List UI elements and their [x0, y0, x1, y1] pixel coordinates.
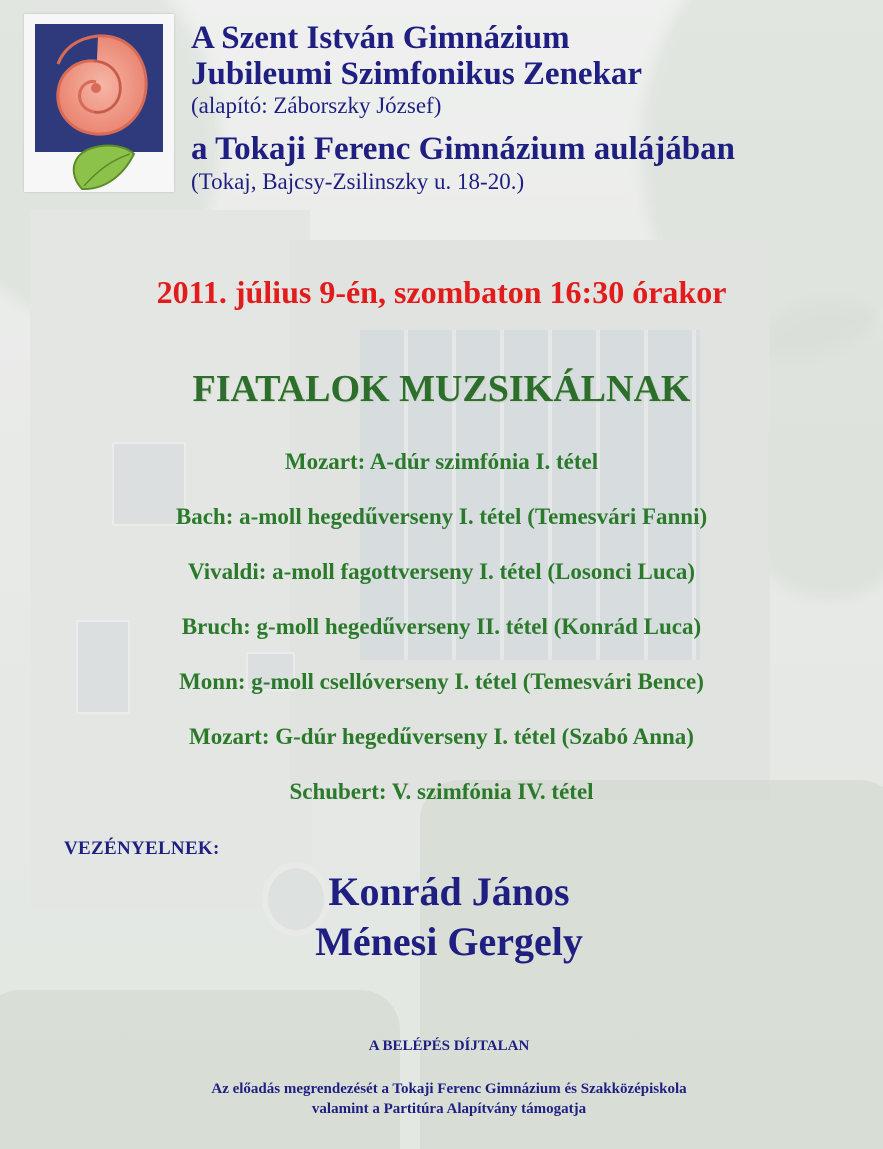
- program-item: Bach: a-moll hegedűverseny I. tétel (Temesvári Fanni): [175, 504, 708, 529]
- program-item: Vivaldi: a-moll fagottverseny I. tétel (Losonci Luca): [188, 559, 695, 584]
- program-item: Mozart: A-dúr szimfónia I. tétel: [284, 449, 599, 474]
- event-title: FIATALOK MUZSIKÁLNAK: [192, 368, 691, 410]
- violin-scroll-logo-icon: [24, 14, 174, 192]
- program-item: Schubert: V. szimfónia IV. tétel: [289, 779, 594, 804]
- orchestra-logo: [24, 14, 174, 192]
- conductors-label: VEZÉNYELNEK:: [64, 838, 220, 859]
- free-entry-notice: A BELÉPÉS DÍJTALAN: [368, 1038, 530, 1054]
- program-item: Mozart: G-dúr hegedűverseny I. tétel (Szabó Anna): [189, 724, 694, 749]
- program-list: [0, 446, 883, 831]
- header-founder: (alapító: Záborszky József): [191, 93, 442, 118]
- conductor-name: Ménesi Gergely: [315, 919, 583, 964]
- header-school-name: A Szent István Gimnázium: [191, 20, 570, 56]
- header-address: (Tokaj, Bajcsy-Zsilinszky u. 18-20.): [191, 169, 525, 194]
- program-item: Bruch: g-moll hegedűverseny II. tétel (Konrád Luca): [181, 614, 702, 639]
- program-item: Monn: g-moll csellóverseny I. tétel (Temesvári Bence): [179, 669, 704, 694]
- support-line-2: valamint a Partitúra Alapítvány támogatja: [311, 1101, 587, 1117]
- support-line-1: Az előadás megrendezését a Tokaji Ferenc Gimnázium és Szakközépiskola: [211, 1081, 687, 1097]
- header-orchestra-name: Jubileumi Szimfonikus Zenekar: [191, 56, 643, 92]
- header-venue: a Tokaji Ferenc Gimnázium aulájában: [191, 131, 735, 167]
- event-date: 2011. július 9-én, szombaton 16:30 órakor: [156, 274, 727, 310]
- conductor-name: Konrád János: [328, 869, 570, 914]
